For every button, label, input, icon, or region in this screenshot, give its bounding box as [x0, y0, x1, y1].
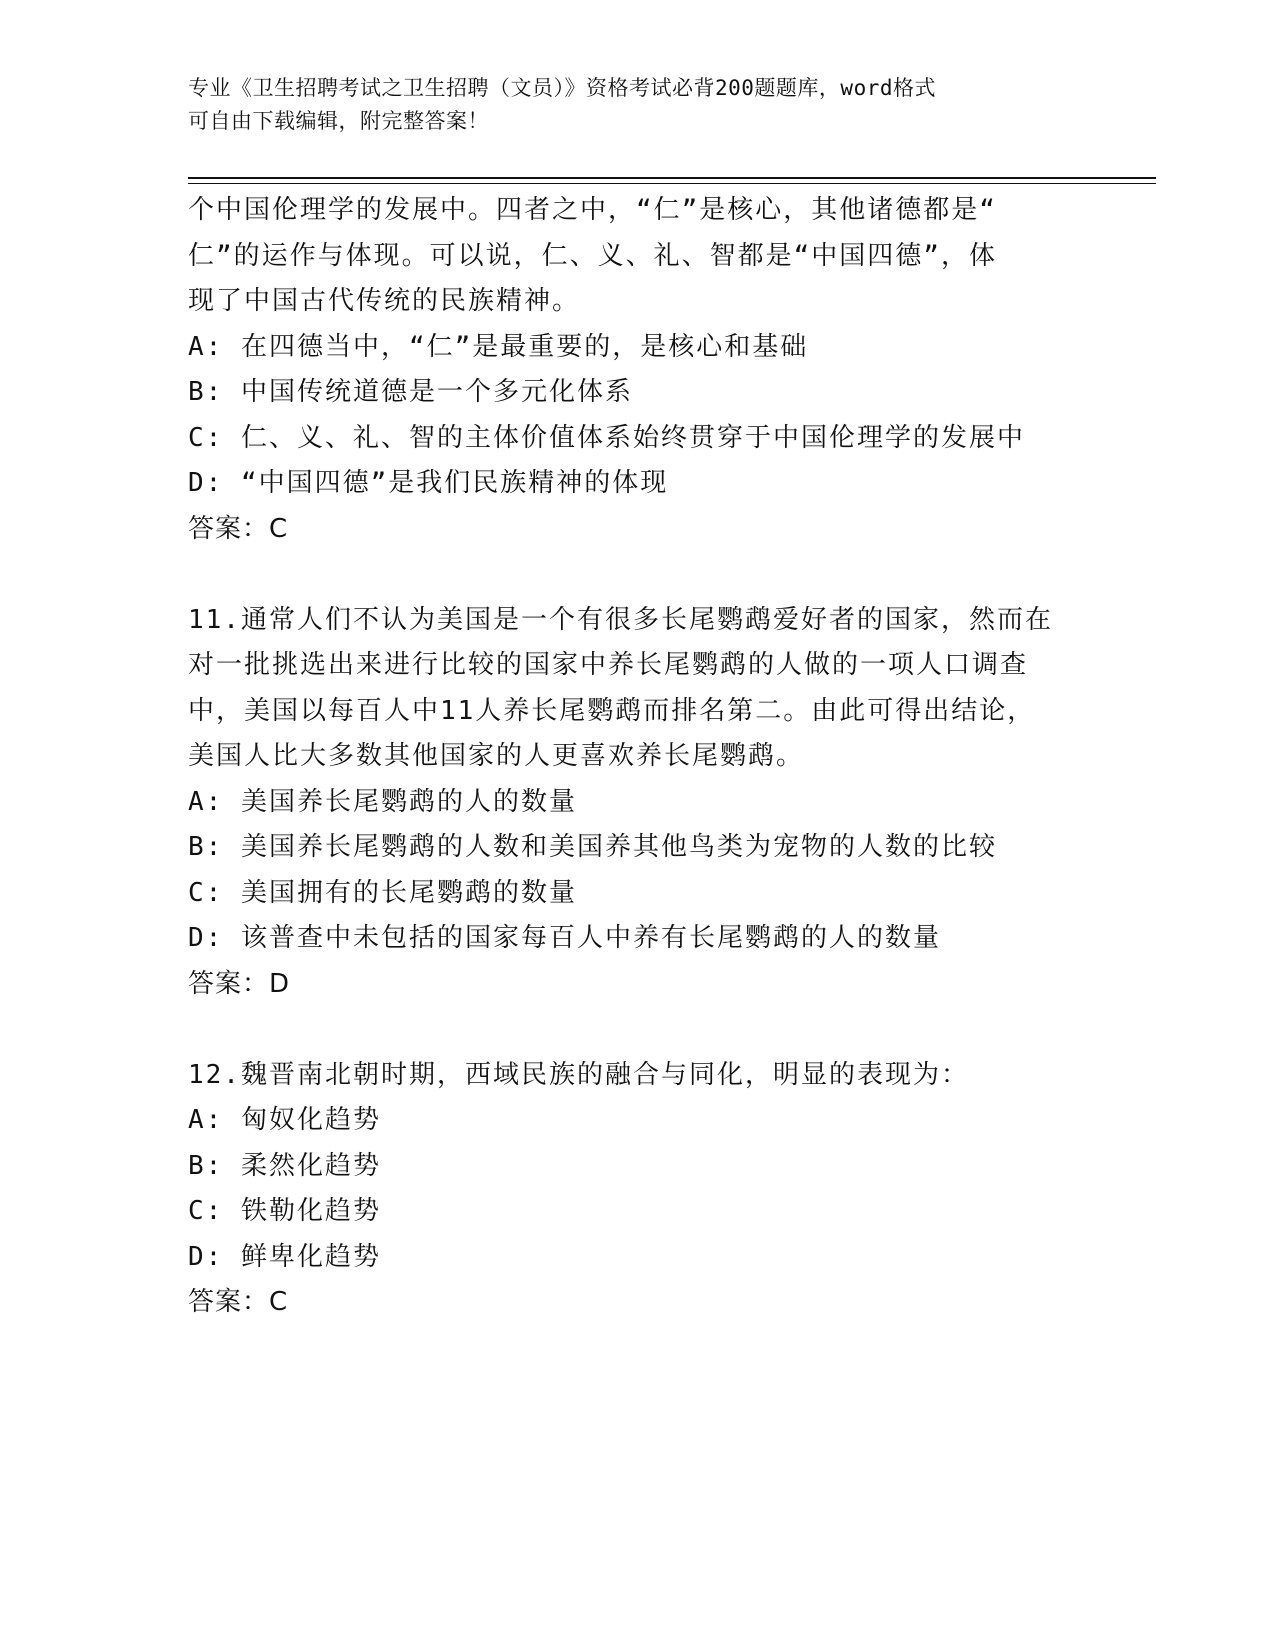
answer-label: 答案：D [188, 968, 291, 999]
question-stem-line: 个中国伦理学的发展中。四者之中，“仁”是核心，其他诸德都是“ [188, 195, 997, 225]
option-d: D: 该普查中未包括的国家每百人中养有长尾鹦鹉的人的数量 [188, 923, 941, 953]
question-stem-line: 仁”的运作与体现。可以说，仁、义、礼、智都是“中国四德”，体 [188, 240, 997, 271]
question-11 [188, 598, 1088, 1008]
option-b: B: 中国传统道德是一个多元化体系 [188, 377, 633, 407]
document-header [188, 72, 1088, 138]
answer-label: 答案：C [188, 513, 289, 544]
answer-label: 答案：C [188, 1287, 289, 1317]
option-c: C: 铁勒化趋势 [188, 1196, 381, 1226]
question-stem-line: 现了中国古代传统的民族精神。 [188, 286, 581, 316]
option-b: B: 柔然化趋势 [188, 1150, 381, 1181]
spacer [188, 552, 1088, 598]
header-divider-thick [188, 177, 1156, 179]
question-stem-line: 中，美国以每百人中11人养长尾鹦鹉而排名第二。由此可得出结论， [188, 695, 1036, 726]
question-stem-line: 对一批挑选出来进行比较的国家中养长尾鹦鹉的人做的一项人口调查 [188, 650, 1029, 680]
option-b: B: 美国养长尾鹦鹉的人数和美国养其他鸟类为宠物的人数的比较 [188, 832, 997, 862]
option-d: D: “中国四德”是我们民族精神的体现 [188, 468, 669, 498]
option-a: A: 美国养长尾鹦鹉的人的数量 [188, 786, 577, 817]
option-c: C: 美国拥有的长尾鹦鹉的数量 [188, 877, 577, 908]
question-stem-line: 12.魏晋南北朝时期，西域民族的融合与同化，明显的表现为： [188, 1059, 969, 1090]
option-a: A: 在四德当中，“仁”是最重要的，是核心和基础 [188, 331, 809, 362]
question-stem-line: 美国人比大多数其他国家的人更喜欢养长尾鹦鹉。 [188, 741, 805, 771]
header-title-line-2: 可自由下载编辑，附完整答案！ [188, 109, 489, 133]
question-10 [188, 188, 1088, 552]
option-c: C: 仁、义、礼、智的主体价值体系始终贯穿于中国伦理学的发展中 [188, 422, 1025, 453]
question-12 [188, 1053, 1088, 1326]
spacer [188, 1007, 1088, 1053]
question-stem-line: 11.通常人们不认为美国是一个有很多长尾鹦鹉爱好者的国家，然而在 [188, 604, 1053, 635]
option-d: D: 鲜卑化趋势 [188, 1241, 381, 1272]
header-title-line-1: 专业《卫生招聘考试之卫生招聘（文员）》资格考试必背200题题库，word格式 [188, 76, 936, 100]
document-body [188, 188, 1088, 1326]
option-a: A: 匈奴化趋势 [188, 1105, 381, 1135]
header-divider-thin [188, 183, 1156, 184]
